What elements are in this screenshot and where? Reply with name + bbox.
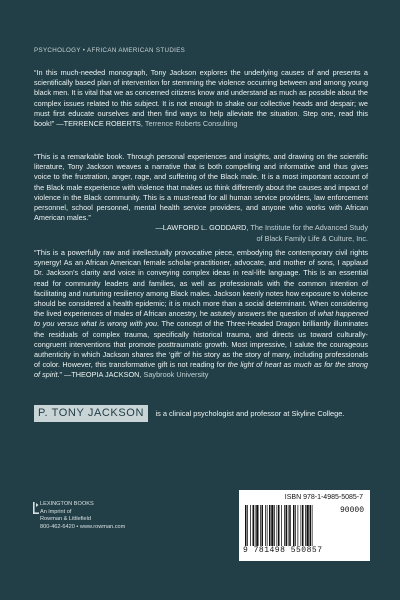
barcode-bar bbox=[267, 505, 268, 546]
author-bio-row bbox=[34, 405, 374, 425]
barcode-bars bbox=[243, 505, 333, 546]
barcode-bar bbox=[312, 505, 313, 546]
barcode-bar bbox=[293, 505, 295, 546]
endorser-name: —TERRENCE ROBERTS bbox=[56, 119, 141, 129]
barcode-bar bbox=[253, 505, 255, 546]
barcode-bar bbox=[269, 505, 271, 546]
barcode-bar bbox=[302, 505, 304, 546]
isbn-number: ISBN 978-1-4985-5085-7 bbox=[284, 494, 363, 501]
publisher-contact: 800-462-6420 • www.rowman.com bbox=[40, 523, 126, 530]
endorser-name: —LAWFORD L. GODDARD bbox=[155, 223, 247, 233]
barcode-bar bbox=[260, 505, 261, 546]
barcode-bar bbox=[310, 505, 312, 546]
publisher-name: LEXINGTON BOOKS bbox=[40, 501, 94, 507]
price-code: 90000 bbox=[339, 506, 364, 515]
barcode-bar bbox=[281, 505, 282, 546]
quote-text: “This is a remarkable book. Through personal experiences and insights, and drawing on the scientific literature, Tony Jackson weaves a narrative that is both compelling and informative and thus gives voice to the frustration, anger, rage, and suffering of the Black male. It is a most important account of the Black male experience with violence that makes us think differently about the causes and impact of violence in the Black community. This is a must-read for all human service providers, law enforcement personnel, school personnel, mental health service providers, and anyone who works with African American males.” bbox=[34, 152, 368, 223]
quote-text: “In this much-needed monograph, Tony Jackson explores the underlying causes of and presents a scientifically based plan of intervention for stemming the violence occurring between and among young black men. It is vital that we as concerned citizens know and understand as much as possible about the complex issues related to this subject. It is not enough to shake our collective heads and despair; we must first educate ourselves and then find ways to help alleviate the situation. Step one, read this book!” bbox=[34, 68, 368, 129]
quote-text: .” bbox=[57, 370, 62, 380]
author-name: P. TONY JACKSON bbox=[34, 405, 148, 422]
quote-text: “This is a powerfully raw and intellectually provocative piece, embodying the contemporary civil rights synergy! As an African American female scholar-practitioner, advocate, and mother of sons, I applaud Dr. Jackson’s clarity and voice in conveying complex ideas in real-life language. This is an essential read for community leaders and families, as well as professionals with the common intention of facilitating and nurturing resiliency among Black males. Jackson keenly notes how exposure to violence should be considered a health epidemic; it is much more than a social determinant. When considering the lived experiences of males of African ancestry, he astutely answers the question of bbox=[34, 248, 368, 319]
publisher-line: An imprint of bbox=[40, 508, 72, 515]
barcode-bar bbox=[247, 505, 248, 546]
endorser-affiliation: , Saybrook University bbox=[139, 370, 209, 380]
author-bio: is a clinical psychologist and professor at Skyline College. bbox=[155, 409, 345, 419]
endorser-name: —THEOPIA JACKSON bbox=[64, 370, 140, 380]
barcode-bar bbox=[255, 505, 256, 546]
endorsement-quote-3 bbox=[34, 248, 368, 381]
barcode-bar bbox=[271, 505, 273, 546]
barcode-bar bbox=[250, 505, 251, 546]
publisher-info bbox=[40, 501, 160, 531]
quote-italic: the light of heart as much as for the strong of spirit bbox=[34, 360, 368, 380]
barcode-bar bbox=[305, 505, 306, 546]
barcode-bar bbox=[245, 505, 247, 546]
barcode-bar bbox=[277, 505, 278, 546]
isbn-barcode bbox=[239, 490, 370, 561]
publisher-line: Rowman & Littlefield bbox=[40, 516, 91, 523]
barcode-bar bbox=[298, 505, 299, 546]
barcode-bar bbox=[289, 505, 291, 546]
endorsement-quote-2 bbox=[34, 152, 368, 244]
barcode-digits: 9 781498 550857 bbox=[243, 546, 323, 555]
endorsement-quote-1 bbox=[34, 68, 368, 129]
endorser-affiliation: , Terrence Roberts Consulting bbox=[140, 119, 238, 129]
barcode-bar bbox=[307, 505, 309, 546]
barcode-bar bbox=[295, 505, 296, 546]
barcode-bar bbox=[262, 505, 264, 546]
quote-text: . The concept of the Three-Headed Dragon brilliantly illuminates the residuals of complex trauma, specifically historical trauma, and directs us toward culturally-congruent interventions that promote posttraumatic growth. Most impressive, I salute the courageous authenticity in which Jackson shares the ‘gift’ of his story as the story of many, including professionals of color. However, this transformative gift is not reading for bbox=[34, 319, 368, 370]
quote-italic: what happened to you versus what is wrong with you bbox=[34, 309, 368, 329]
barcode-bar bbox=[278, 505, 280, 546]
category-label: PSYCHOLOGY • AFRICAN AMERICAN STUDIES bbox=[34, 47, 186, 54]
barcode-bar bbox=[301, 505, 302, 546]
barcode-bar bbox=[256, 505, 258, 546]
barcode-bar bbox=[288, 505, 289, 546]
barcode-bar bbox=[274, 505, 275, 546]
barcode-bar bbox=[284, 505, 285, 546]
barcode-bar bbox=[265, 505, 266, 546]
barcode-bar bbox=[286, 505, 288, 546]
endorser-affiliation: , The Institute for the Advanced Study of Black Family Life & Culture, Inc. bbox=[246, 223, 368, 243]
publisher-logo-icon bbox=[33, 502, 39, 514]
